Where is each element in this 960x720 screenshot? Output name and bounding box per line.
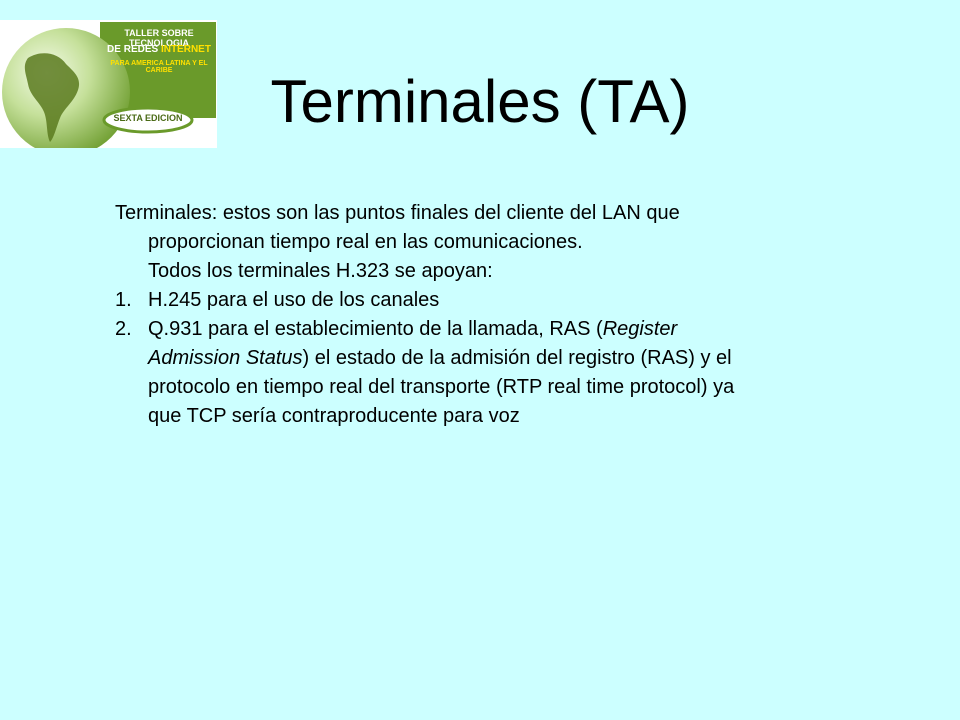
intro-line-3: Todos los terminales H.323 se apoyan: [148,260,493,282]
intro-line-2: proporcionan tiempo real en las comunicaciones. [148,231,583,253]
item2-italic-a: Register [602,318,678,340]
logo-line2b: INTERNET [160,44,211,55]
list-item-text [148,318,734,427]
slide-body [115,199,875,431]
logo-line2a: DE REDES [107,44,159,55]
list-item [115,315,875,431]
list-number: 1. [115,289,132,311]
logo-line3: PARA AMERICA LATINA Y EL CARIBE [110,60,208,74]
logo-line1: TALLER SOBRE TECNOLOGIA [124,28,194,48]
slide-title: Terminales (TA) [270,68,690,135]
list-item [115,286,875,315]
item2-text-a: Q.931 para el establecimiento de la llamada, RAS ( [148,318,603,340]
logo-badge: SEXTA EDICION [113,113,183,123]
support-list [115,286,875,431]
logo-line2 [103,44,215,55]
item2-text-b: ) el estado de la admisión del registro (RAS) y el [302,347,732,369]
list-item-text: H.245 para el uso de los canales [148,289,440,311]
item2-text-d: que TCP sería contraproducente para voz [148,405,520,427]
list-number: 2. [115,318,132,340]
item2-text-c: protocolo en tiempo real del transporte (RTP real time protocol) ya [148,376,735,398]
intro-paragraph [115,199,875,286]
intro-line-1: Terminales: estos son las puntos finales del cliente del LAN que [115,202,680,224]
item2-italic-b: Admission Status [148,347,303,369]
